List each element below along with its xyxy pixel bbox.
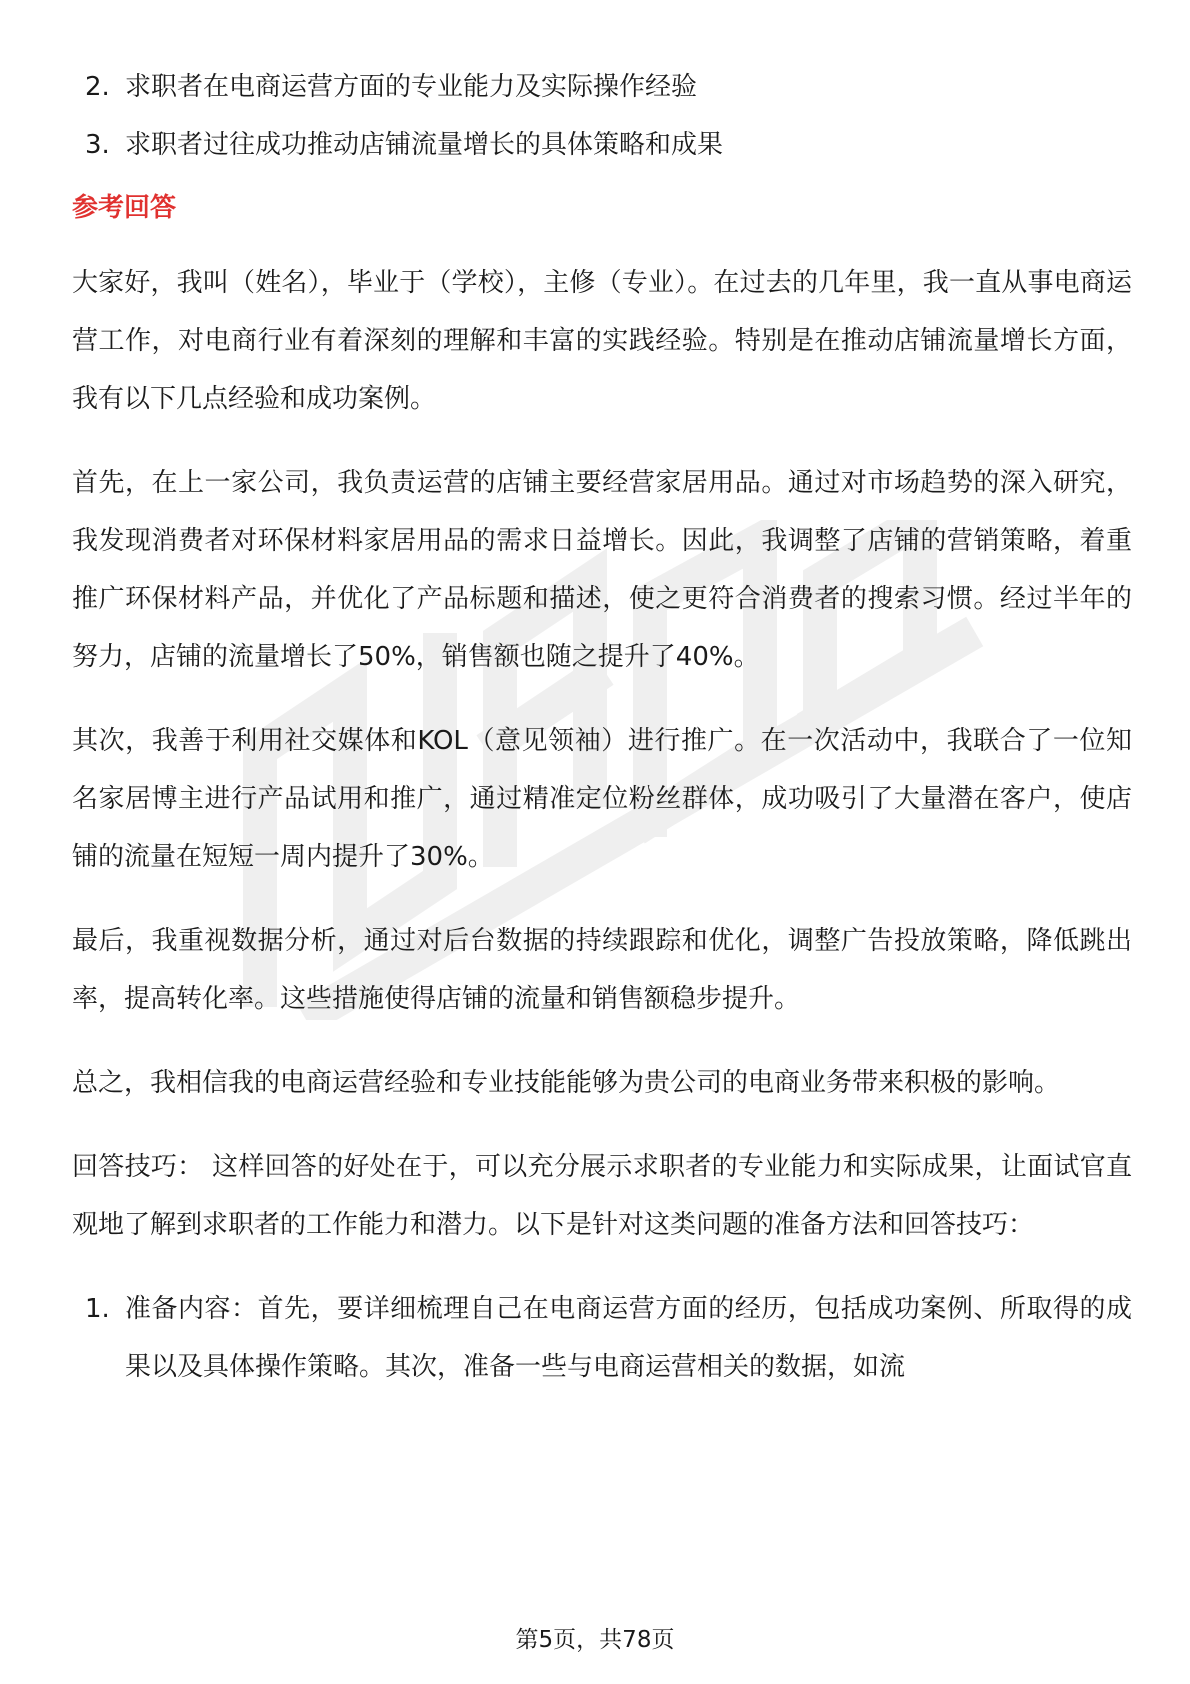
list-item bbox=[72, 1280, 1132, 1396]
tips-list bbox=[72, 1280, 1132, 1396]
list-item-number: 3. bbox=[85, 130, 110, 160]
paragraph-second: 其次，我善于利用社交媒体和KOL（意见领袖）进行推广。在一次活动中，我联合了一位知名家居博主进行产品试用和推广，通过精准定位粉丝群体，成功吸引了大量潜在客户，使店铺的流量在短短一周内提升了30%。 bbox=[72, 726, 1132, 872]
paragraph-first: 首先，在上一家公司，我负责运营的店铺主要经营家居用品。通过对市场趋势的深入研究，我发现消费者对环保材料家居用品的需求日益增长。因此，我调整了店铺的营销策略，着重推广环保材料产品，并优化了产品标题和描述，使之更符合消费者的搜索习惯。经过半年的努力，店铺的流量增长了50%，销售额也随之提升了40%。 bbox=[72, 468, 1132, 672]
list-item-text: 求职者在电商运营方面的专业能力及实际操作经验 bbox=[125, 72, 698, 102]
list-item bbox=[72, 116, 1132, 174]
paragraph-tips: 回答技巧： 这样回答的好处在于，可以充分展示求职者的专业能力和实际成果，让面试官直观地了解到求职者的工作能力和潜力。以下是针对这类问题的准备方法和回答技巧： bbox=[72, 1152, 1132, 1240]
section-heading: 参考回答 bbox=[72, 193, 177, 223]
list-item-text: 求职者过往成功推动店铺流量增长的具体策略和成果 bbox=[125, 130, 724, 160]
list-item-number: 1. bbox=[85, 1294, 110, 1324]
list-item-text: 准备内容：首先，要详细梳理自己在电商运营方面的经历，包括成功案例、所取得的成果以及具体操作策略。其次，准备一些与电商运营相关的数据，如流 bbox=[125, 1294, 1132, 1382]
list-item-number: 2. bbox=[85, 72, 110, 102]
paragraph-last: 最后，我重视数据分析，通过对后台数据的持续跟踪和优化，调整广告投放策略，降低跳出率，提高转化率。这些措施使得店铺的流量和销售额稳步提升。 bbox=[72, 926, 1132, 1014]
requirements-list bbox=[72, 58, 1132, 174]
paragraph-intro: 大家好，我叫（姓名），毕业于（学校），主修（专业）。在过去的几年里，我一直从事电商运营工作，对电商行业有着深刻的理解和丰富的实践经验。特别是在推动店铺流量增长方面，我有以下几点经验和成功案例。 bbox=[72, 268, 1132, 414]
content-body bbox=[72, 58, 1132, 1396]
paragraph-summary: 总之，我相信我的电商运营经验和专业技能能够为贵公司的电商业务带来积极的影响。 bbox=[72, 1068, 1061, 1098]
list-item bbox=[72, 58, 1132, 116]
page-footer: 第5页，共78页 bbox=[515, 1627, 675, 1653]
